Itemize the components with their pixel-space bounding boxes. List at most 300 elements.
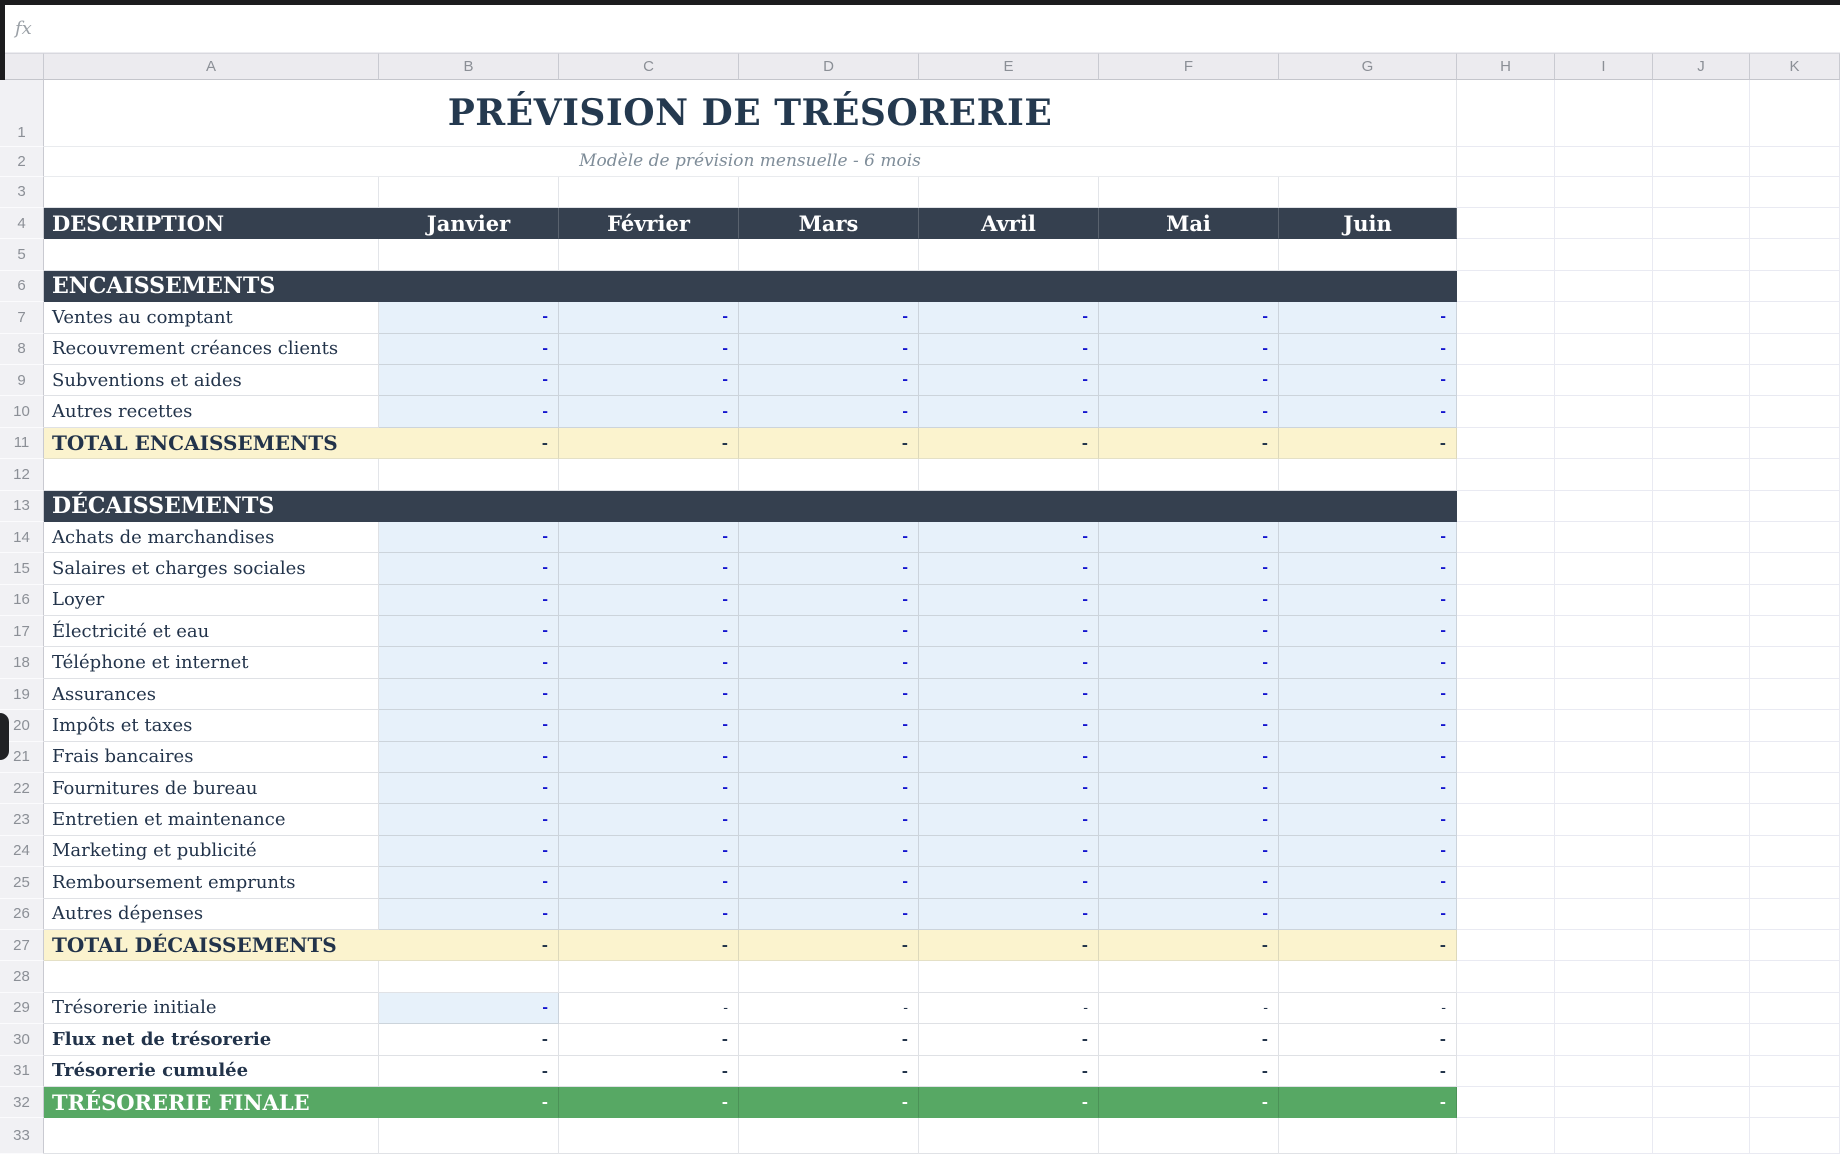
cell-J3[interactable] (1653, 177, 1750, 208)
cell-E15[interactable]: - (919, 553, 1099, 584)
cell-F20[interactable]: - (1099, 710, 1279, 741)
cell-C16[interactable]: - (559, 585, 739, 616)
cell-E21[interactable]: - (919, 742, 1099, 773)
row-header-17[interactable]: 17 (0, 616, 44, 647)
row-label cell-A17[interactable]: Électricité et eau (44, 616, 379, 647)
cell-J21[interactable] (1653, 742, 1750, 773)
cell-G30[interactable]: - (1279, 1024, 1457, 1055)
cell-J28[interactable] (1653, 961, 1750, 992)
row-header-2[interactable]: 2 (0, 147, 44, 177)
row-header-10[interactable]: 10 (0, 396, 44, 427)
cell-K25[interactable] (1750, 867, 1840, 898)
cell-G12[interactable] (1279, 459, 1457, 490)
cell-C25[interactable]: - (559, 867, 739, 898)
cell-C22[interactable]: - (559, 773, 739, 804)
row-label cell-A15[interactable]: Salaires et charges sociales (44, 553, 379, 584)
cell-B33[interactable] (379, 1118, 559, 1153)
cell-J7[interactable] (1653, 302, 1750, 333)
cell-C32[interactable]: - (559, 1087, 739, 1118)
cell-D17[interactable]: - (739, 616, 919, 647)
cell-E32[interactable]: - (919, 1087, 1099, 1118)
cell-I17[interactable] (1555, 616, 1653, 647)
row-label cell-A21[interactable]: Frais bancaires (44, 742, 379, 773)
cell-G8[interactable]: - (1279, 334, 1457, 365)
cell-K16[interactable] (1750, 585, 1840, 616)
cell-C29[interactable]: - (559, 993, 739, 1024)
cell-B9[interactable]: - (379, 365, 559, 396)
cell-G7[interactable]: - (1279, 302, 1457, 333)
cell-I24[interactable] (1555, 836, 1653, 867)
cell-J1[interactable] (1653, 80, 1750, 147)
cell-B18[interactable]: - (379, 647, 559, 678)
cell-D8[interactable]: - (739, 334, 919, 365)
cell-A4[interactable]: DESCRIPTION (44, 208, 379, 239)
cell-F7[interactable]: - (1099, 302, 1279, 333)
cell-C26[interactable]: - (559, 899, 739, 930)
cell-E23[interactable]: - (919, 804, 1099, 835)
cell-K17[interactable] (1750, 616, 1840, 647)
cell-F23[interactable]: - (1099, 804, 1279, 835)
corner-cell[interactable] (0, 53, 44, 80)
row-header-25[interactable]: 25 (0, 867, 44, 898)
cell-J12[interactable] (1653, 459, 1750, 490)
cell-F11[interactable]: - (1099, 428, 1279, 459)
cell-K29[interactable] (1750, 993, 1840, 1024)
row-header-21[interactable]: 21 (0, 742, 44, 773)
col-header-K[interactable]: K (1750, 53, 1840, 80)
cell-D26[interactable]: - (739, 899, 919, 930)
cell-B3[interactable] (379, 177, 559, 208)
cell-J27[interactable] (1653, 930, 1750, 961)
cell-K5[interactable] (1750, 239, 1840, 270)
cell-K18[interactable] (1750, 647, 1840, 678)
cell-C17[interactable]: - (559, 616, 739, 647)
cell-E30[interactable]: - (919, 1024, 1099, 1055)
row-header-26[interactable]: 26 (0, 899, 44, 930)
cell-B10[interactable]: - (379, 396, 559, 427)
cell-I12[interactable] (1555, 459, 1653, 490)
cell-D3[interactable] (739, 177, 919, 208)
cell-K3[interactable] (1750, 177, 1840, 208)
row-header-8[interactable]: 8 (0, 334, 44, 365)
cell-J30[interactable] (1653, 1024, 1750, 1055)
cell-I15[interactable] (1555, 553, 1653, 584)
cell-G15[interactable]: - (1279, 553, 1457, 584)
cell-C18[interactable]: - (559, 647, 739, 678)
cell-C27[interactable]: - (559, 930, 739, 961)
cell-H8[interactable] (1457, 334, 1555, 365)
cell-G22[interactable]: - (1279, 773, 1457, 804)
cell-D16[interactable]: - (739, 585, 919, 616)
cell-G16[interactable]: - (1279, 585, 1457, 616)
cell-J32[interactable] (1653, 1087, 1750, 1118)
cell-I25[interactable] (1555, 867, 1653, 898)
cell-G10[interactable]: - (1279, 396, 1457, 427)
cell-E5[interactable] (919, 239, 1099, 270)
cell-J33[interactable] (1653, 1118, 1750, 1153)
row-label cell-A8[interactable]: Recouvrement créances clients (44, 334, 379, 365)
cell-K19[interactable] (1750, 679, 1840, 710)
cell-E25[interactable]: - (919, 867, 1099, 898)
cell-E12[interactable] (919, 459, 1099, 490)
cell-J19[interactable] (1653, 679, 1750, 710)
cell-H27[interactable] (1457, 930, 1555, 961)
cell-C19[interactable]: - (559, 679, 739, 710)
cell-I9[interactable] (1555, 365, 1653, 396)
cell-I5[interactable] (1555, 239, 1653, 270)
cell-G33[interactable] (1279, 1118, 1457, 1153)
cell-B29[interactable]: - (379, 993, 559, 1024)
cell-I31[interactable] (1555, 1056, 1653, 1087)
cell-A3[interactable] (44, 177, 379, 208)
sheet-title cell-A1[interactable]: PRÉVISION DE TRÉSORERIE (44, 80, 1457, 147)
row-header-31[interactable]: 31 (0, 1056, 44, 1087)
cell-I7[interactable] (1555, 302, 1653, 333)
cell-E7[interactable]: - (919, 302, 1099, 333)
cell-J25[interactable] (1653, 867, 1750, 898)
cell-I32[interactable] (1555, 1087, 1653, 1118)
cell-A28[interactable] (44, 961, 379, 992)
cell-F5[interactable] (1099, 239, 1279, 270)
cell-G28[interactable] (1279, 961, 1457, 992)
cell-F17[interactable]: - (1099, 616, 1279, 647)
cell-G25[interactable]: - (1279, 867, 1457, 898)
row-label cell-A30[interactable]: Flux net de trésorerie (44, 1024, 379, 1055)
cell-G24[interactable]: - (1279, 836, 1457, 867)
cell-I1[interactable] (1555, 80, 1653, 147)
cell-K30[interactable] (1750, 1024, 1840, 1055)
row-header-9[interactable]: 9 (0, 365, 44, 396)
cell-K14[interactable] (1750, 522, 1840, 553)
cell-D18[interactable]: - (739, 647, 919, 678)
cell-C3[interactable] (559, 177, 739, 208)
cell-F32[interactable]: - (1099, 1087, 1279, 1118)
cell-K23[interactable] (1750, 804, 1840, 835)
row-label cell-A18[interactable]: Téléphone et internet (44, 647, 379, 678)
cell-J29[interactable] (1653, 993, 1750, 1024)
row-header-11[interactable]: 11 (0, 428, 44, 459)
section-header cell-A13[interactable]: DÉCAISSEMENTS (44, 491, 1457, 522)
cell-H13[interactable] (1457, 491, 1555, 522)
cell-C4[interactable]: Février (559, 208, 739, 239)
cell-E31[interactable]: - (919, 1056, 1099, 1087)
cell-F22[interactable]: - (1099, 773, 1279, 804)
cell-H26[interactable] (1457, 899, 1555, 930)
cell-F14[interactable]: - (1099, 522, 1279, 553)
cell-I16[interactable] (1555, 585, 1653, 616)
cell-D9[interactable]: - (739, 365, 919, 396)
cell-K31[interactable] (1750, 1056, 1840, 1087)
cell-I30[interactable] (1555, 1024, 1653, 1055)
cell-H31[interactable] (1457, 1056, 1555, 1087)
cell-H7[interactable] (1457, 302, 1555, 333)
cell-E26[interactable]: - (919, 899, 1099, 930)
cell-C33[interactable] (559, 1118, 739, 1153)
cell-G27[interactable]: - (1279, 930, 1457, 961)
cell-D32[interactable]: - (739, 1087, 919, 1118)
cell-F16[interactable]: - (1099, 585, 1279, 616)
row-header-16[interactable]: 16 (0, 585, 44, 616)
cell-C7[interactable]: - (559, 302, 739, 333)
cell-F27[interactable]: - (1099, 930, 1279, 961)
cell-B23[interactable]: - (379, 804, 559, 835)
col-header-G[interactable]: G (1279, 53, 1457, 80)
cell-G29[interactable]: - (1279, 993, 1457, 1024)
cell-D23[interactable]: - (739, 804, 919, 835)
cell-K8[interactable] (1750, 334, 1840, 365)
cell-I14[interactable] (1555, 522, 1653, 553)
cell-B32[interactable]: - (379, 1087, 559, 1118)
cell-G3[interactable] (1279, 177, 1457, 208)
cell-H14[interactable] (1457, 522, 1555, 553)
cell-J2[interactable] (1653, 147, 1750, 177)
cell-G17[interactable]: - (1279, 616, 1457, 647)
cell-K27[interactable] (1750, 930, 1840, 961)
cell-B30[interactable]: - (379, 1024, 559, 1055)
cell-E18[interactable]: - (919, 647, 1099, 678)
cell-D33[interactable] (739, 1118, 919, 1153)
cell-B25[interactable]: - (379, 867, 559, 898)
cell-H1[interactable] (1457, 80, 1555, 147)
cell-J22[interactable] (1653, 773, 1750, 804)
cell-F12[interactable] (1099, 459, 1279, 490)
cell-G32[interactable]: - (1279, 1087, 1457, 1118)
cell-H33[interactable] (1457, 1118, 1555, 1153)
cell-J26[interactable] (1653, 899, 1750, 930)
cell-G19[interactable]: - (1279, 679, 1457, 710)
cell-B21[interactable]: - (379, 742, 559, 773)
cell-J17[interactable] (1653, 616, 1750, 647)
cell-C8[interactable]: - (559, 334, 739, 365)
col-header-B[interactable]: B (379, 53, 559, 80)
cell-I33[interactable] (1555, 1118, 1653, 1153)
cell-E24[interactable]: - (919, 836, 1099, 867)
cell-F29[interactable]: - (1099, 993, 1279, 1024)
row-header-18[interactable]: 18 (0, 647, 44, 678)
cell-B7[interactable]: - (379, 302, 559, 333)
cell-E10[interactable]: - (919, 396, 1099, 427)
cell-E4[interactable]: Avril (919, 208, 1099, 239)
final-label cell-A32[interactable]: TRÉSORERIE FINALE (44, 1087, 379, 1118)
cell-I11[interactable] (1555, 428, 1653, 459)
cell-E19[interactable]: - (919, 679, 1099, 710)
row-label cell-A24[interactable]: Marketing et publicité (44, 836, 379, 867)
cell-B22[interactable]: - (379, 773, 559, 804)
cell-G14[interactable]: - (1279, 522, 1457, 553)
cell-K13[interactable] (1750, 491, 1840, 522)
cell-B19[interactable]: - (379, 679, 559, 710)
cell-G26[interactable]: - (1279, 899, 1457, 930)
row-header-4[interactable]: 4 (0, 208, 44, 239)
cell-H29[interactable] (1457, 993, 1555, 1024)
cell-B16[interactable]: - (379, 585, 559, 616)
cell-I10[interactable] (1555, 396, 1653, 427)
cell-E33[interactable] (919, 1118, 1099, 1153)
row-header-23[interactable]: 23 (0, 804, 44, 835)
cell-J18[interactable] (1653, 647, 1750, 678)
cell-D5[interactable] (739, 239, 919, 270)
cell-F24[interactable]: - (1099, 836, 1279, 867)
cell-F21[interactable]: - (1099, 742, 1279, 773)
cell-E14[interactable]: - (919, 522, 1099, 553)
cell-D24[interactable]: - (739, 836, 919, 867)
cell-H22[interactable] (1457, 773, 1555, 804)
cell-I22[interactable] (1555, 773, 1653, 804)
col-header-I[interactable]: I (1555, 53, 1653, 80)
col-header-A[interactable]: A (44, 53, 379, 80)
cell-H28[interactable] (1457, 961, 1555, 992)
row-label cell-A14[interactable]: Achats de marchandises (44, 522, 379, 553)
cell-D30[interactable]: - (739, 1024, 919, 1055)
cell-B27[interactable]: - (379, 930, 559, 961)
cell-F10[interactable]: - (1099, 396, 1279, 427)
row-label cell-A9[interactable]: Subventions et aides (44, 365, 379, 396)
cell-C30[interactable]: - (559, 1024, 739, 1055)
cell-H30[interactable] (1457, 1024, 1555, 1055)
cell-I21[interactable] (1555, 742, 1653, 773)
col-header-E[interactable]: E (919, 53, 1099, 80)
row-header-22[interactable]: 22 (0, 773, 44, 804)
cell-B4[interactable]: Janvier (379, 208, 559, 239)
cell-H18[interactable] (1457, 647, 1555, 678)
row-header-3[interactable]: 3 (0, 177, 44, 208)
cell-J5[interactable] (1653, 239, 1750, 270)
row-header-13[interactable]: 13 (0, 491, 44, 522)
cell-B5[interactable] (379, 239, 559, 270)
row-header-28[interactable]: 28 (0, 961, 44, 992)
cell-C28[interactable] (559, 961, 739, 992)
cell-E22[interactable]: - (919, 773, 1099, 804)
cell-J8[interactable] (1653, 334, 1750, 365)
cell-K12[interactable] (1750, 459, 1840, 490)
col-header-F[interactable]: F (1099, 53, 1279, 80)
cell-H25[interactable] (1457, 867, 1555, 898)
cell-D19[interactable]: - (739, 679, 919, 710)
cell-H10[interactable] (1457, 396, 1555, 427)
cell-A33[interactable] (44, 1118, 379, 1153)
row-label cell-A20[interactable]: Impôts et taxes (44, 710, 379, 741)
cell-K1[interactable] (1750, 80, 1840, 147)
row-header-30[interactable]: 30 (0, 1024, 44, 1055)
cell-C9[interactable]: - (559, 365, 739, 396)
cell-J16[interactable] (1653, 585, 1750, 616)
cell-K11[interactable] (1750, 428, 1840, 459)
row-header-20[interactable]: 20 (0, 710, 44, 741)
cell-G5[interactable] (1279, 239, 1457, 270)
cell-D14[interactable]: - (739, 522, 919, 553)
row-header-5[interactable]: 5 (0, 239, 44, 270)
cell-J31[interactable] (1653, 1056, 1750, 1087)
cell-H23[interactable] (1457, 804, 1555, 835)
cell-J24[interactable] (1653, 836, 1750, 867)
cell-K7[interactable] (1750, 302, 1840, 333)
cell-H3[interactable] (1457, 177, 1555, 208)
cell-K21[interactable] (1750, 742, 1840, 773)
cell-K26[interactable] (1750, 899, 1840, 930)
cell-I20[interactable] (1555, 710, 1653, 741)
cell-H15[interactable] (1457, 553, 1555, 584)
cell-I8[interactable] (1555, 334, 1653, 365)
cell-B15[interactable]: - (379, 553, 559, 584)
cell-C11[interactable]: - (559, 428, 739, 459)
cell-K22[interactable] (1750, 773, 1840, 804)
cell-E16[interactable]: - (919, 585, 1099, 616)
total-label cell-A27[interactable]: TOTAL DÉCAISSEMENTS (44, 930, 379, 961)
cell-H11[interactable] (1457, 428, 1555, 459)
sheet-subtitle cell-A2[interactable]: Modèle de prévision mensuelle - 6 mois (44, 147, 1457, 177)
cell-K32[interactable] (1750, 1087, 1840, 1118)
cell-J14[interactable] (1653, 522, 1750, 553)
cell-H21[interactable] (1457, 742, 1555, 773)
row-header-32[interactable]: 32 (0, 1087, 44, 1118)
cell-G23[interactable]: - (1279, 804, 1457, 835)
cell-K9[interactable] (1750, 365, 1840, 396)
cell-C5[interactable] (559, 239, 739, 270)
cell-D25[interactable]: - (739, 867, 919, 898)
cell-K33[interactable] (1750, 1118, 1840, 1153)
cell-J13[interactable] (1653, 491, 1750, 522)
cell-H32[interactable] (1457, 1087, 1555, 1118)
cell-H12[interactable] (1457, 459, 1555, 490)
cell-I29[interactable] (1555, 993, 1653, 1024)
cell-E11[interactable]: - (919, 428, 1099, 459)
row-label cell-A7[interactable]: Ventes au comptant (44, 302, 379, 333)
cell-H17[interactable] (1457, 616, 1555, 647)
row-label cell-A26[interactable]: Autres dépenses (44, 899, 379, 930)
cell-D12[interactable] (739, 459, 919, 490)
cell-D4[interactable]: Mars (739, 208, 919, 239)
cell-F18[interactable]: - (1099, 647, 1279, 678)
col-header-D[interactable]: D (739, 53, 919, 80)
cell-C12[interactable] (559, 459, 739, 490)
row-header-33[interactable]: 33 (0, 1118, 44, 1153)
cell-D10[interactable]: - (739, 396, 919, 427)
cell-E28[interactable] (919, 961, 1099, 992)
total-label cell-A11[interactable]: TOTAL ENCAISSEMENTS (44, 428, 379, 459)
cell-H6[interactable] (1457, 271, 1555, 302)
cell-H24[interactable] (1457, 836, 1555, 867)
cell-C31[interactable]: - (559, 1056, 739, 1087)
cell-H5[interactable] (1457, 239, 1555, 270)
cell-D11[interactable]: - (739, 428, 919, 459)
cell-C23[interactable]: - (559, 804, 739, 835)
cell-F28[interactable] (1099, 961, 1279, 992)
cell-C21[interactable]: - (559, 742, 739, 773)
cell-J10[interactable] (1653, 396, 1750, 427)
cell-I28[interactable] (1555, 961, 1653, 992)
col-header-J[interactable]: J (1653, 53, 1750, 80)
cell-I4[interactable] (1555, 208, 1653, 239)
cell-H4[interactable] (1457, 208, 1555, 239)
cell-D29[interactable]: - (739, 993, 919, 1024)
side-panel-handle[interactable] (0, 713, 9, 760)
cell-F25[interactable]: - (1099, 867, 1279, 898)
row-header-29[interactable]: 29 (0, 993, 44, 1024)
cell-D15[interactable]: - (739, 553, 919, 584)
col-header-C[interactable]: C (559, 53, 739, 80)
row-header-7[interactable]: 7 (0, 302, 44, 333)
cell-F31[interactable]: - (1099, 1056, 1279, 1087)
cell-J11[interactable] (1653, 428, 1750, 459)
cell-B20[interactable]: - (379, 710, 559, 741)
row-label cell-A22[interactable]: Fournitures de bureau (44, 773, 379, 804)
row-header-6[interactable]: 6 (0, 271, 44, 302)
row-label cell-A29[interactable]: Trésorerie initiale (44, 993, 379, 1024)
cell-H19[interactable] (1457, 679, 1555, 710)
cell-J15[interactable] (1653, 553, 1750, 584)
cell-K20[interactable] (1750, 710, 1840, 741)
cell-B12[interactable] (379, 459, 559, 490)
